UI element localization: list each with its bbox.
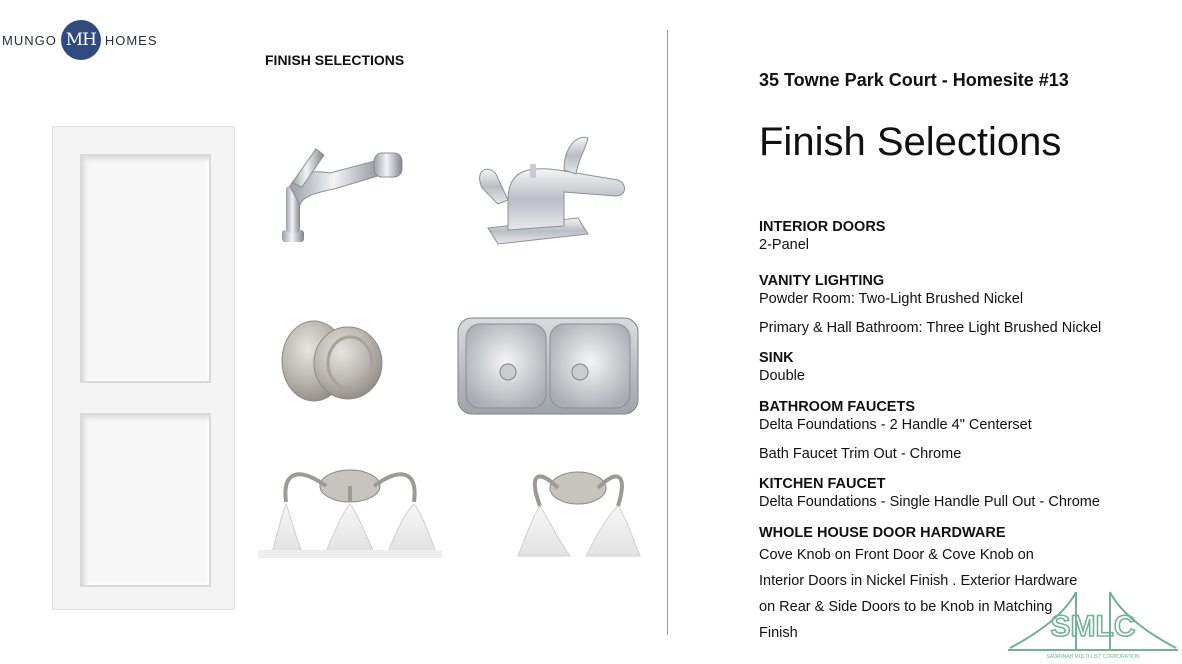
door-upper-panel bbox=[80, 154, 211, 383]
interior-door-icon bbox=[52, 126, 235, 610]
spec-label: VANITY LIGHTING bbox=[759, 273, 885, 289]
logo-word-right: HOMES bbox=[104, 32, 158, 48]
spec-vanity-lighting bbox=[759, 272, 1169, 337]
smlc-watermark-icon bbox=[1008, 588, 1178, 660]
spec-value: Delta Foundations - Single Handle Pull Out - Chrome bbox=[759, 494, 1100, 510]
three-light-vanity-icon bbox=[258, 462, 442, 560]
spec-label: BATHROOM FAUCETS bbox=[759, 399, 916, 415]
page-title: Finish Selections bbox=[759, 120, 1062, 164]
spec-kitchen-faucet bbox=[759, 475, 1169, 511]
door-lower-panel bbox=[80, 413, 211, 587]
two-light-vanity-icon bbox=[514, 462, 644, 560]
spec-value: Double bbox=[759, 368, 805, 384]
vertical-divider bbox=[667, 30, 668, 635]
spec-interior-doors bbox=[759, 218, 1169, 254]
double-sink-icon bbox=[456, 316, 640, 416]
spec-label: WHOLE HOUSE DOOR HARDWARE bbox=[759, 525, 1006, 541]
spec-value: Bath Faucet Trim Out - Chrome bbox=[759, 446, 962, 462]
spec-bathroom-faucets bbox=[759, 398, 1169, 463]
spec-sink bbox=[759, 349, 1169, 385]
smlc-subtitle: SAVANNAH MULTI-LIST CORPORATION bbox=[1046, 654, 1140, 660]
brand-logo bbox=[2, 20, 158, 60]
spec-value: Interior Doors in Nickel Finish . Exterior Hardware bbox=[759, 573, 1078, 589]
kitchen-faucet-icon bbox=[270, 135, 410, 255]
spec-value: 2-Panel bbox=[759, 237, 809, 253]
spec-value: Cove Knob on Front Door & Cove Knob on bbox=[759, 547, 1034, 563]
smlc-text: SMLC bbox=[1050, 610, 1136, 643]
spec-label: KITCHEN FAUCET bbox=[759, 476, 886, 492]
property-address: 35 Towne Park Court - Homesite #13 bbox=[759, 70, 1069, 90]
logo-word-left: MUNGO bbox=[2, 32, 57, 48]
spec-value: Primary & Hall Bathroom: Three Light Brushed Nickel bbox=[759, 320, 1102, 336]
spec-value: Finish bbox=[759, 625, 798, 641]
logo-monogram: MH bbox=[61, 20, 101, 60]
spec-value: on Rear & Side Doors to be Knob in Matching bbox=[759, 599, 1053, 615]
spec-label: SINK bbox=[759, 350, 794, 366]
spec-value: Delta Foundations - 2 Handle 4" Centerset bbox=[759, 417, 1032, 433]
bath-faucet-icon bbox=[468, 130, 633, 248]
section-label: FINISH SELECTIONS bbox=[265, 52, 405, 68]
door-knob-icon bbox=[278, 315, 386, 407]
spec-label: INTERIOR DOORS bbox=[759, 219, 886, 235]
spec-value: Powder Room: Two-Light Brushed Nickel bbox=[759, 291, 1024, 307]
